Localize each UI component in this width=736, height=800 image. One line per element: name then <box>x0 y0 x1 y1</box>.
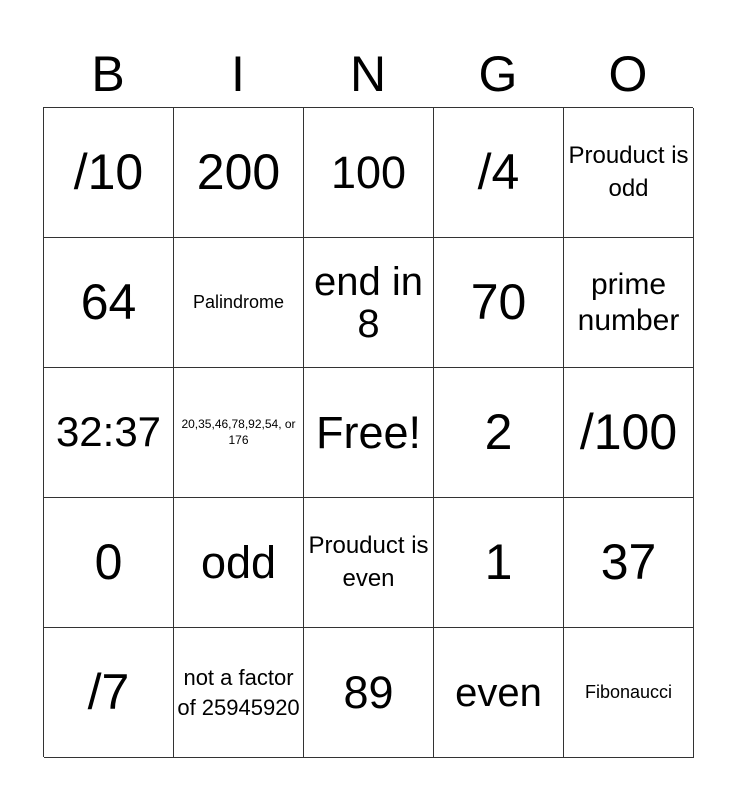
cell-text: prime number <box>577 267 680 337</box>
header-letter-g: G <box>478 46 518 102</box>
bingo-cell-r1-c4[interactable] <box>434 108 564 238</box>
cell-text: Palindrome <box>192 291 285 312</box>
bingo-cell-r3-c4[interactable] <box>434 368 564 498</box>
cell-text: Fibonaucci <box>584 681 673 702</box>
bingo-board <box>43 107 693 757</box>
header-letter-o: O <box>608 46 648 102</box>
cell-text: 100 <box>330 146 407 198</box>
bingo-cell-r5-c1[interactable] <box>44 628 174 758</box>
bingo-cell-r5-c5[interactable] <box>564 628 694 758</box>
cell-text: /7 <box>87 664 130 721</box>
bingo-cell-r1-c3[interactable] <box>304 108 434 238</box>
bingo-cell-r4-c5[interactable] <box>564 498 694 628</box>
cell-text: /10 <box>73 144 144 201</box>
header-letter-b: B <box>91 46 125 102</box>
cell-text: 2 <box>484 404 513 461</box>
bingo-cell-r1-c5[interactable] <box>564 108 694 238</box>
bingo-cell-r2-c1[interactable] <box>44 238 174 368</box>
cell-text: Prouduct is odd <box>568 142 689 202</box>
cell-text: Prouduct is even <box>308 532 429 592</box>
cell-text: 20,35,46,78,92,54, or 176 <box>181 416 296 447</box>
bingo-cell-r1-c2[interactable] <box>174 108 304 238</box>
bingo-cell-r5-c4[interactable] <box>434 628 564 758</box>
bingo-cell-r3-c2[interactable] <box>174 368 304 498</box>
cell-text: 64 <box>80 274 137 331</box>
cell-text: 32:37 <box>55 408 162 456</box>
header-letter-n: N <box>349 46 387 102</box>
cell-text: Free! <box>315 406 422 458</box>
bingo-cell-r5-c2[interactable] <box>174 628 304 758</box>
cell-text: 89 <box>343 666 394 718</box>
cell-text: 0 <box>94 534 123 591</box>
bingo-cell-r4-c2[interactable] <box>174 498 304 628</box>
bingo-header <box>43 40 693 108</box>
cell-text: /100 <box>579 404 678 461</box>
cell-text: /4 <box>477 144 520 201</box>
bingo-cell-r3-c1[interactable] <box>44 368 174 498</box>
bingo-cell-r1-c1[interactable] <box>44 108 174 238</box>
bingo-cell-r4-c3[interactable] <box>304 498 434 628</box>
bingo-cell-r5-c3[interactable] <box>304 628 434 758</box>
cell-text: even <box>455 670 542 715</box>
cell-text: 70 <box>470 274 527 331</box>
bingo-cell-r2-c2[interactable] <box>174 238 304 368</box>
bingo-cell-r4-c4[interactable] <box>434 498 564 628</box>
cell-text: end in 8 <box>314 259 423 346</box>
cell-text: not a factor of 25945920 <box>177 664 300 720</box>
header-letter-i: I <box>231 46 245 102</box>
bingo-cell-free[interactable] <box>304 368 434 498</box>
bingo-cell-r2-c3[interactable] <box>304 238 434 368</box>
cell-text: 1 <box>484 534 513 591</box>
bingo-cell-r2-c4[interactable] <box>434 238 564 368</box>
bingo-cell-r4-c1[interactable] <box>44 498 174 628</box>
bingo-cell-r3-c5[interactable] <box>564 368 694 498</box>
cell-text: 37 <box>600 534 657 591</box>
cell-text: 200 <box>196 144 281 201</box>
bingo-cell-r2-c5[interactable] <box>564 238 694 368</box>
cell-text: odd <box>200 536 277 588</box>
